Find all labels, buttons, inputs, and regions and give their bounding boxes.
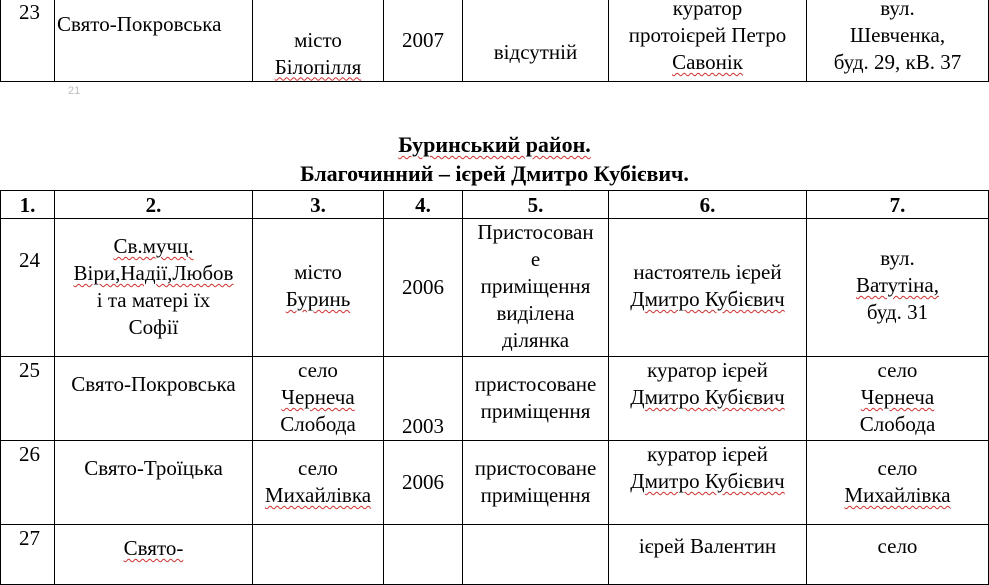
location [253,525,384,585]
table-row [1,219,989,357]
priest: настоятель ієрей Дмитро Кубієвич [609,219,807,357]
address: вул. Шевченка, буд. 29, кВ. 37 [807,0,989,81]
district-title: Буринський район. [398,132,591,157]
priest: ієрей Валентин [609,525,807,585]
parish-name: Свято-Покровська [55,357,253,441]
address: село [807,525,989,585]
table-row [1,357,989,441]
year [384,525,463,585]
row-number: 23 [1,0,55,81]
column-header: 3. [253,191,384,219]
address: село Чернеча Слобода [807,357,989,441]
year: 2007 [384,0,463,81]
building [463,525,609,585]
row-number: 24 [1,219,55,357]
parish-name: Свято- [55,525,253,585]
column-header: 7. [807,191,989,219]
year: 2006 [384,219,463,357]
row-number: 25 [1,357,55,441]
address: вул. Ватутіна, буд. 31 [807,219,989,357]
table-row [1,0,989,81]
row-number: 27 [1,525,55,585]
location: село Михайлівка [253,441,384,525]
page-number: 21 [68,85,81,97]
table-header-row [1,191,989,219]
column-header: 6. [609,191,807,219]
location: село Чернеча Слобода [253,357,384,441]
location: місто Буринь [253,219,384,357]
dean-title: Благочинний – ієрей Дмитро Кубієвич. [300,161,689,186]
year: 2003 [384,357,463,441]
row-number: 26 [1,441,55,525]
location: місто Білопілля [253,0,384,81]
parish-name: Свято-Троїцька [55,441,253,525]
address: село Михайлівка [807,441,989,525]
priest: куратор ієрей Дмитро Кубієвич [609,441,807,525]
priest: куратор протоієрей Петро Савонік [609,0,807,81]
priest: куратор ієрей Дмитро Кубієвич [609,357,807,441]
column-header: 2. [55,191,253,219]
parish-name: Св.мучц. Віри,Надії,Любов і та матері їх Софії [55,219,253,357]
building: Пристосован е приміщення виділена ділянка [463,219,609,357]
column-header: 4. [384,191,463,219]
building: пристосоване приміщення [463,357,609,441]
continuation-table [0,0,989,82]
building: відсутній [463,0,609,81]
column-header: 1. [1,191,55,219]
year: 2006 [384,441,463,525]
building: пристосоване приміщення [463,441,609,525]
table-row [1,525,989,585]
table-row [1,441,989,525]
parish-name: Свято-Покровська [55,0,253,81]
column-header: 5. [463,191,609,219]
parish-table [0,190,989,585]
